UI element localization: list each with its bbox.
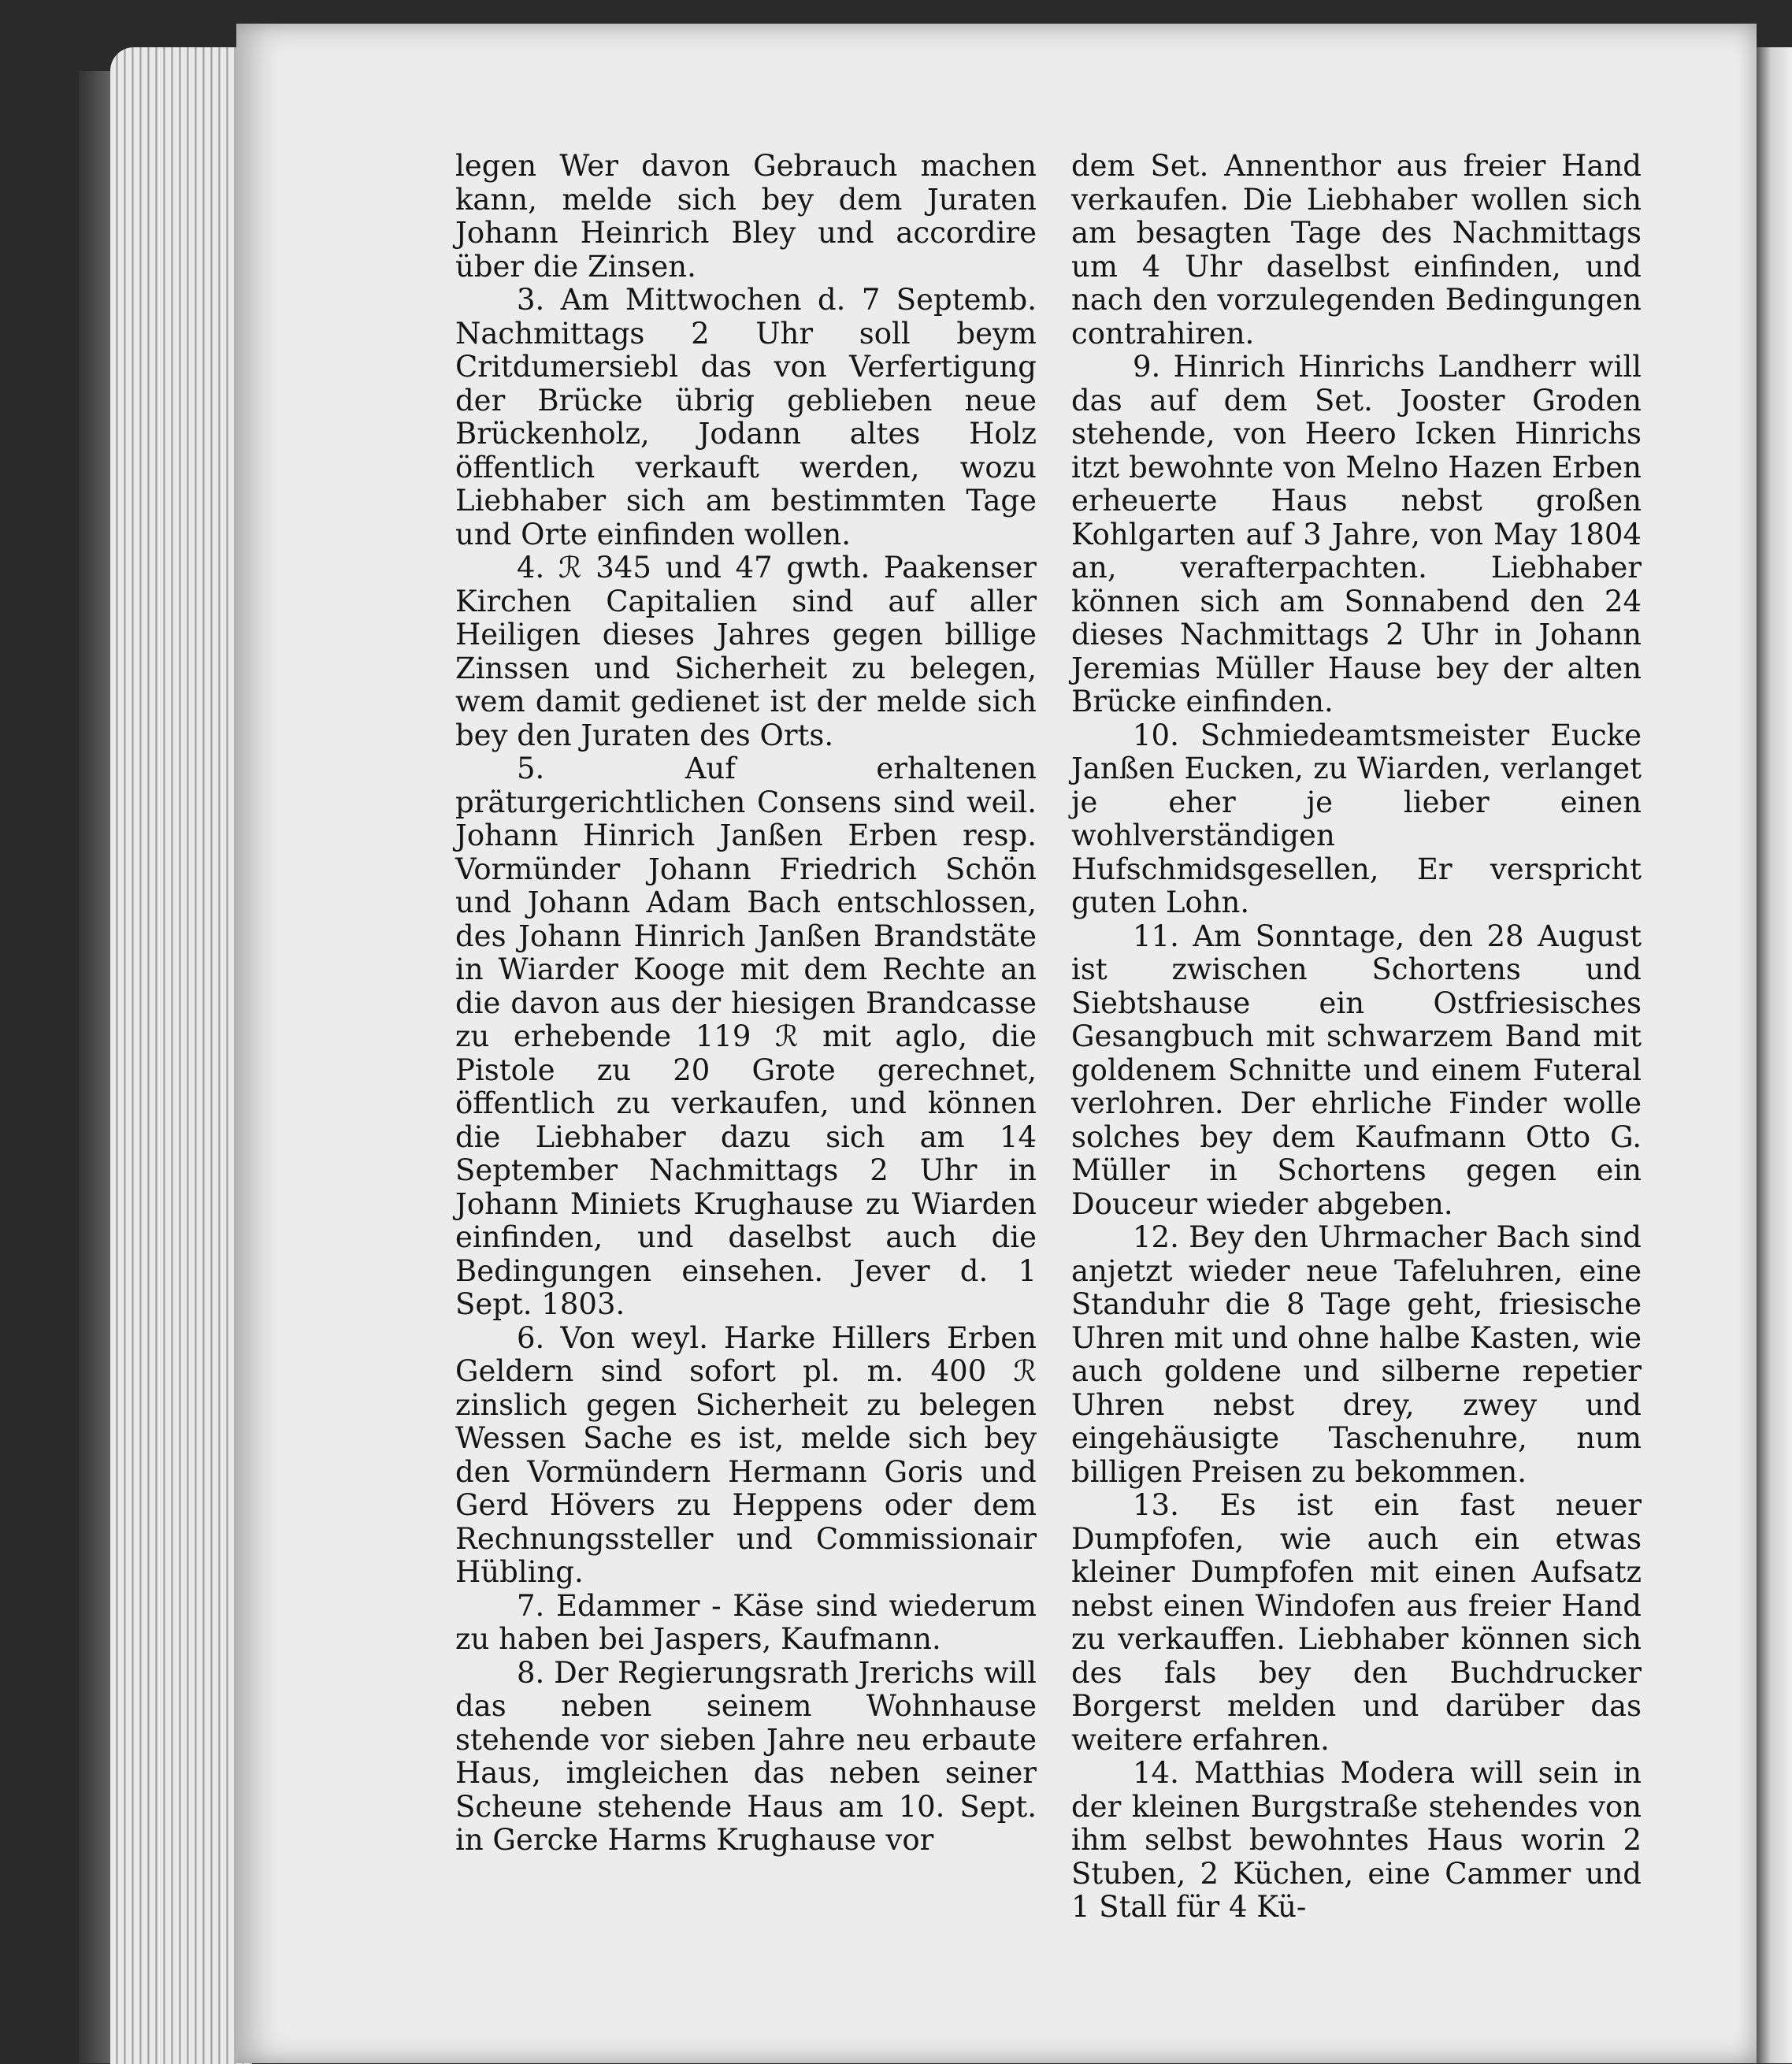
advertisement-4: 4. ℛ 345 und 47 gwth. Paakenser Kirchen Capitalien sind auf aller Heiligen dieses Jahres gegen billige Zinssen und Sicherheit zu belegen, wem damit gedienet ist der melde sich bey den Juraten des Orts. bbox=[455, 551, 1037, 752]
advertisement-8-continued: dem Set. Annenthor aus freier Hand verkaufen. Die Liebhaber wollen sich am besagten Tage des Nachmittags um 4 Uhr daselbst einfinden, und nach den vorzulegenden Bedingungen contrahiren. bbox=[1071, 149, 1642, 351]
book-page-edges bbox=[110, 47, 252, 2064]
advertisement-3: 3. Am Mittwochen d. 7 Septemb. Nachmittags 2 Uhr soll beym Critdumersiebl das von Verfertigung der Brücke übrig geblieben neue Brückenholz, Jodann altes Holz öffentlich verkauft werden, wozu Liebhaber sich am bestimmten Tage und Orte einfinden wollen. bbox=[455, 283, 1037, 551]
advertisement-14: 14. Matthias Modera will sein in der kleinen Burgstraße stehendes von ihm selbst bewohntes Haus worin 2 Stuben, 2 Küchen, eine Cammer und 1 Stall für 4 Kü- bbox=[1071, 1756, 1642, 1924]
advertisement-7: 7. Edammer - Käse sind wiederum zu haben bei Jaspers, Kaufmann. bbox=[455, 1588, 1037, 1656]
advertisement-12: 12. Bey den Uhrmacher Bach sind anjetzt wieder neue Tafeluhren, eine Standuhr die 8 Tage geht, friesische Uhren mit und ohne halbe Kasten, wie auch goldene und silberne repetier Uhren nebst drey, zwey und eingehäusigte Taschenuhre, num billigen Preisen zu bekommen. bbox=[1071, 1220, 1642, 1489]
advertisement-5: 5. Auf erhaltenen präturgerichtlichen Consens sind weil. Johann Hinrich Janßen Erben resp. Vormünder Johann Friedrich Schön und Johann Adam Bach entschlossen, des Johann Hinrich Janßen Brandstäte in Wiarder Kooge mit dem Rechte an die davon aus der hiesigen Brandcasse zu erhebende 119 ℛ mit aglo, die Pistole zu 20 Grote gerechnet, öffentlich zu verkaufen, und können die Liebhaber dazu sich am 14 September Nachmittags 2 Uhr in Johann Miniets Krughause zu Wiarden einfinden, und daselbst auch die Bedingungen einsehen. Jever d. 1 Sept. 1803. bbox=[455, 752, 1037, 1321]
newspaper-page bbox=[236, 24, 1757, 2063]
facing-page-edge bbox=[1757, 47, 1792, 2063]
advertisement-10: 10. Schmiedeamtsmeister Eucke Janßen Eucken, zu Wiarden, verlanget je eher je lieber einen wohlverständigen Hufschmidsgesellen, Er verspricht guten Lohn. bbox=[1071, 718, 1642, 919]
advertisement-13: 13. Es ist ein fast neuer Dumpfofen, wie auch ein etwas kleiner Dumpfofen mit einen Aufsatz nebst einen Windofen aus freier Hand zu verkauffen. Liebhaber können sich des fals bey den Buchdrucker Borgerst melden und darüber das weitere erfahren. bbox=[1071, 1488, 1642, 1757]
advertisement-2-continued: legen Wer davon Gebrauch machen kann, melde sich bey dem Juraten Johann Heinrich Bley und accordire über die Zinsen. bbox=[455, 149, 1037, 284]
advertisement-9: 9. Hinrich Hinrichs Landherr will das auf dem Set. Jooster Groden stehende, von Heero Icken Hinrichs itzt bewohnte von Melno Hazen Erben erheuerte Haus nebst großen Kohlgarten auf 3 Jahre, von May 1804 an, verafterpachten. Liebhaber können sich am Sonnabend den 24 dieses Nachmittags 2 Uhr in Johann Jeremias Müller Hause bey der alten Brücke einfinden. bbox=[1071, 350, 1642, 718]
advertisement-11: 11. Am Sonntage, den 28 August ist zwischen Schortens und Siebtshause ein Ostfriesisches Gesangbuch mit schwarzem Band mit goldenem Schnitte und einem Futeral verlohren. Der ehrliche Finder wolle solches bey dem Kaufmann Otto G. Müller in Schortens gegen ein Douceur wieder abgeben. bbox=[1071, 919, 1642, 1221]
advertisement-8: 8. Der Regierungsrath Jrerichs will das neben seinem Wohnhause stehende vor sieben Jahre neu erbaute Haus, imgleichen das neben seiner Scheune stehende Haus am 10. Sept. in Gercke Harms Krughause vor bbox=[455, 1655, 1037, 1857]
right-column bbox=[1071, 150, 1642, 1925]
left-column bbox=[455, 150, 1037, 1858]
advertisement-6: 6. Von weyl. Harke Hillers Erben Geldern sind sofort pl. m. 400 ℛ zinslich gegen Sicherheit zu belegen Wessen Sache es ist, melde sich bey den Vormündern Hermann Goris und Gerd Hövers zu Heppens oder dem Rechnungssteller und Commissionair Hübling. bbox=[455, 1320, 1037, 1589]
